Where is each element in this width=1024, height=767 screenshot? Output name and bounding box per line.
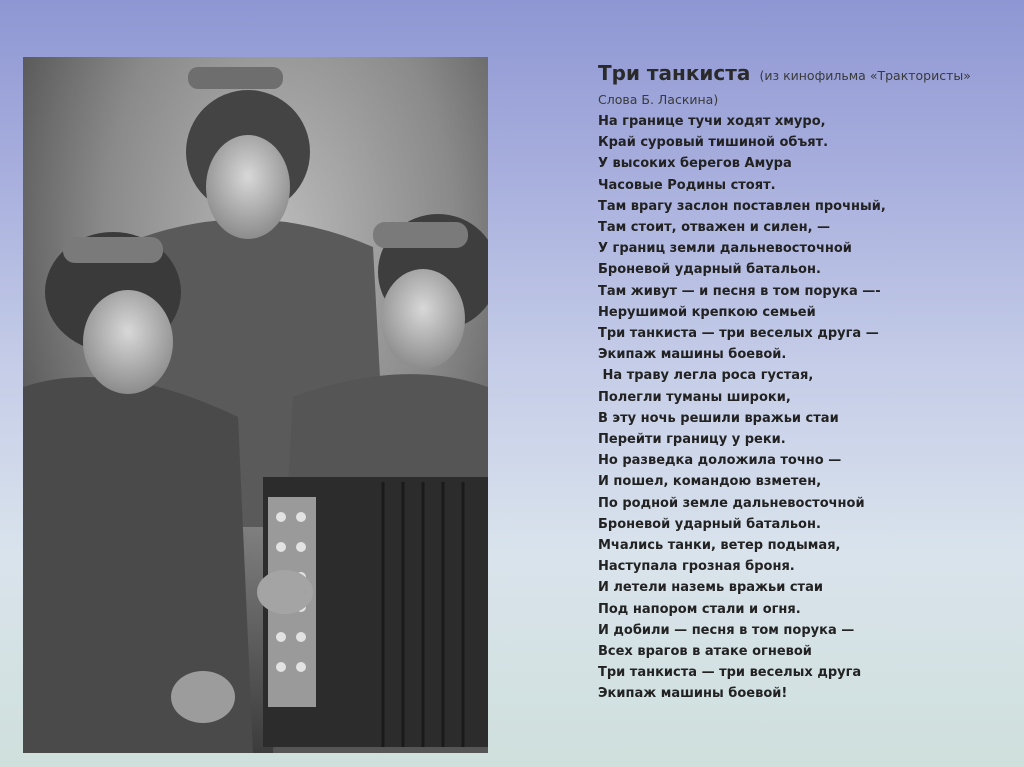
poem-line: Там врагу заслон поставлен прочный,: [598, 198, 886, 214]
poem-line: И добили — песня в том порука —: [598, 622, 855, 638]
poem-lines: [598, 111, 1008, 705]
poem-line: Там живут — и песня в том порука —-: [598, 283, 881, 299]
poem-line: Мчались танки, ветер подымая,: [598, 538, 841, 554]
poem-title-row: [598, 58, 1008, 91]
poem-line: На границе тучи ходят хмуро,: [598, 114, 826, 129]
poem-line: Экипаж машины боевой.: [598, 347, 787, 363]
poem-author: Слова Б. Ласкина): [598, 92, 719, 107]
poem-line: Перейти границу у реки.: [598, 432, 786, 448]
poem-line: Наступала грозная броня.: [598, 559, 795, 575]
tankmen-photo: [23, 57, 488, 753]
poem-line: Полегли туманы широки,: [598, 389, 791, 405]
poem-line: Но разведка доложила точно —: [598, 453, 842, 469]
poem-line: Три танкиста — три веселых друга —: [598, 326, 879, 342]
poem-line: У границ земли дальневосточной: [598, 241, 852, 257]
poem-line: Броневой ударный батальон.: [598, 262, 821, 278]
poem-line: Три танкиста — три веселых друга: [598, 665, 862, 681]
poem-line: Броневой ударный батальон.: [598, 516, 821, 532]
poem-line: Экипаж машины боевой!: [598, 686, 788, 702]
photo-illustration: [23, 57, 488, 753]
poem-line: И летели наземь вражьи стаи: [598, 580, 823, 596]
poem-line: Нерушимой крепкою семьей: [598, 304, 816, 320]
poem-line: Там стоит, отважен и силен, —: [598, 220, 831, 236]
poem-line: Под напором стали и огня.: [598, 601, 801, 617]
poem-line: Край суровый тишиной объят.: [598, 135, 829, 151]
poem-line: В эту ночь решили вражьи стаи: [598, 410, 839, 426]
poem-line: У высоких берегов Амура: [598, 156, 792, 172]
poem-line: Часовые Родины стоят.: [598, 177, 776, 193]
poem-title: Три танкиста: [598, 61, 751, 85]
poem-line: И пошел, командою взметен,: [598, 474, 822, 490]
poem-subtitle: (из кинофильма «Трактористы»: [759, 68, 971, 83]
poem-line: Всех врагов в атаке огневой: [598, 644, 812, 660]
poem-block: [598, 58, 1008, 705]
poem-line: На траву легла роса густая,: [598, 368, 814, 384]
poem-line: По родной земле дальневосточной: [598, 495, 865, 511]
